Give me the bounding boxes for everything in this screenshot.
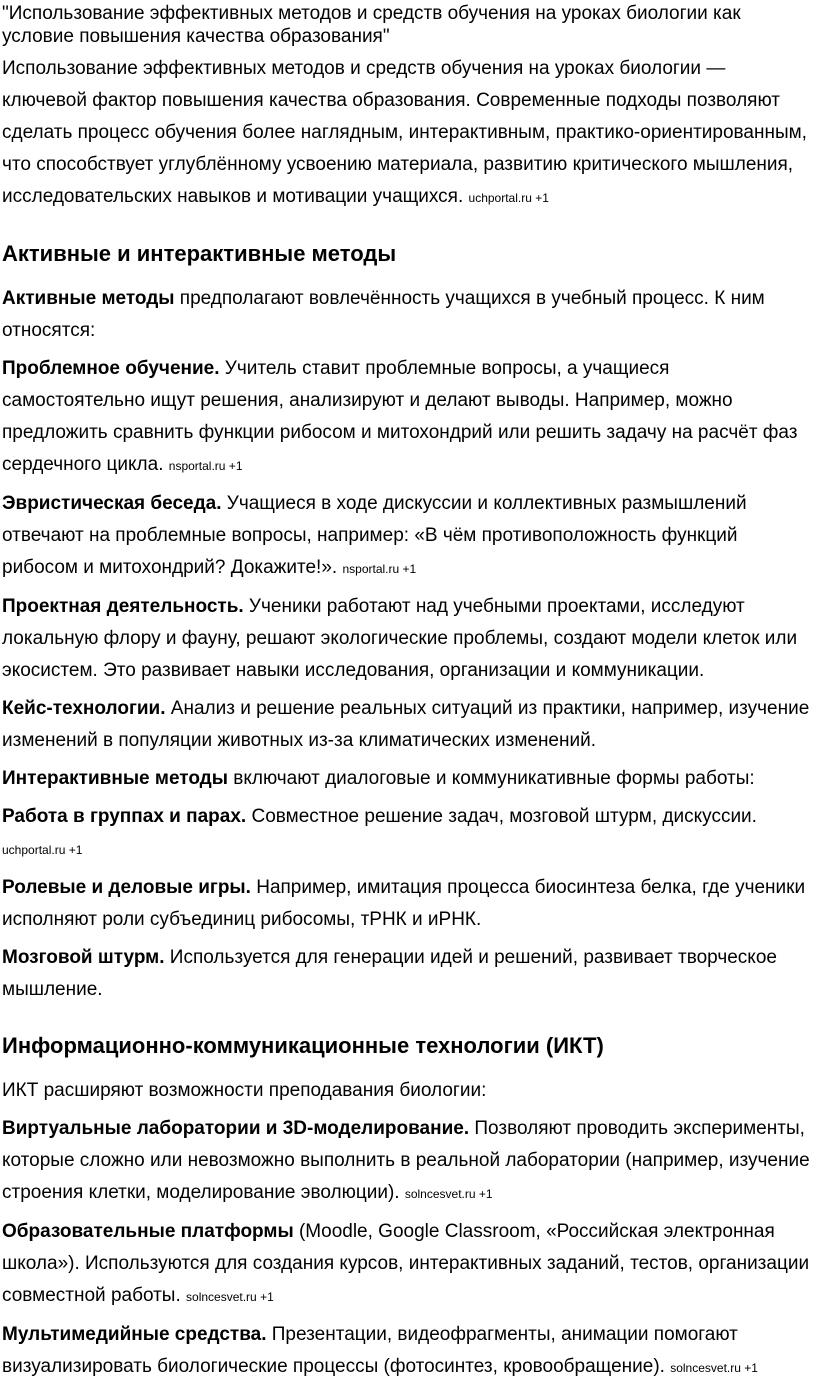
source-link[interactable]: nsportal.ru +1 <box>342 562 417 576</box>
list-item <box>2 693 814 757</box>
list-item <box>2 591 814 687</box>
item-term: Проектная деятельность. <box>2 596 244 617</box>
item-term: Кейс-технологии. <box>2 698 166 719</box>
item-term: Эвристическая беседа. <box>2 493 222 514</box>
interactive-methods-lead <box>2 763 814 795</box>
section-heading-active-methods: Активные и интерактивные методы <box>2 241 397 266</box>
item-text: Учащиеся в ходе дискуссии и коллективных размышлений отвечают на проблемные вопросы, например: «В чём противоположность функций рибосом и митохондрий? Докажите!». <box>2 493 747 578</box>
item-text: Учитель ставит проблемные вопросы, а учащиеся самостоятельно ищут решения, анализируют и делают выводы. Например, можно предложить сравнить функции рибосом и митохондрий или решить задачу на расчёт фаз сердечного цикла. <box>2 358 798 475</box>
item-term: Ролевые и деловые игры. <box>2 877 251 898</box>
list-item <box>2 801 814 866</box>
document-title: "Использование эффективных методов и средств обучения на уроках биологии как условие повышения качества образования" <box>2 3 741 47</box>
item-text: Совместное решение задач, мозговой штурм, дискуссии. <box>246 806 757 827</box>
item-text: Презентации, видеофрагменты, анимации помогают визуализировать биологические процессы (фотосинтез, кровообращение). <box>2 1324 738 1377</box>
item-text: (Moodle, Google Classroom, «Российская электронная школа»). Используются для создания курсов, интерактивных заданий, тестов, организации совместной работы. <box>2 1221 810 1306</box>
item-term: Работа в группах и парах. <box>2 806 247 827</box>
item-term: Образовательные платформы <box>2 1221 294 1242</box>
list-item <box>2 1216 814 1313</box>
document-page <box>0 2 816 1384</box>
item-text: Ученики работают над учебными проектами, исследуют локальную флору и фауну, решают экологические проблемы, создают модели клеток или экосистем. Это развивает навыки исследования, организации и коммуникации. <box>2 596 798 681</box>
item-term: Мозговой штурм. <box>2 947 165 968</box>
source-link[interactable]: uchportal.ru +1 <box>2 843 83 857</box>
active-methods-text: предполагают вовлечённость учащихся в учебный процесс. К ним относятся: <box>2 288 765 341</box>
active-methods-term: Активные методы <box>2 288 175 309</box>
list-item <box>2 942 814 1006</box>
item-term: Проблемное обучение. <box>2 358 220 379</box>
section-heading-ict: Информационно-коммуникационные технологии (ИКТ) <box>2 1033 604 1058</box>
list-item <box>2 872 814 936</box>
list-item <box>2 353 814 482</box>
item-term: Мультимедийные средства. <box>2 1324 267 1345</box>
intro-paragraph <box>2 53 814 214</box>
list-item <box>2 1113 814 1210</box>
interactive-methods-text: включают диалоговые и коммуникативные формы работы: <box>227 768 755 789</box>
ict-lead: ИКТ расширяют возможности преподавания биологии: <box>2 1080 487 1101</box>
item-text: Используется для генерации идей и решений, развивает творческое мышление. <box>2 947 777 1000</box>
source-link[interactable]: solncesvet.ru +1 <box>404 1187 493 1201</box>
interactive-methods-term: Интерактивные методы <box>2 768 228 789</box>
active-methods-lead <box>2 283 814 347</box>
list-item <box>2 1319 814 1384</box>
source-link[interactable]: solncesvet.ru +1 <box>186 1290 274 1304</box>
item-text: Позволяют проводить эксперименты, которые сложно или невозможно выполнить в реальной лаборатории (например, изучение строения клетки, моделирование эволюции). <box>2 1118 810 1203</box>
source-link[interactable]: uchportal.ru +1 <box>468 191 549 205</box>
list-item <box>2 488 814 585</box>
source-link[interactable]: nsportal.ru +1 <box>168 459 243 473</box>
item-text: Например, имитация процесса биосинтеза белка, где ученики исполняют роли субъединиц рибосомы, тРНК и иРНК. <box>2 877 806 930</box>
source-link[interactable]: solncesvet.ru +1 <box>670 1361 758 1375</box>
intro-text: Использование эффективных методов и средств обучения на уроках биологии — ключевой фактор повышения качества образования. Современные подходы позволяют сделать процесс обучения более наглядным, интерактивным, практико-ориентированным, что способствует углублённому усвоению материала, развитию критического мышления, исследовательских навыков и мотивации учащихся. <box>2 58 807 207</box>
item-term: Виртуальные лаборатории и 3D-моделирование. <box>2 1118 470 1139</box>
item-text: Анализ и решение реальных ситуаций из практики, например, изучение изменений в популяции животных из-за климатических изменений. <box>2 698 810 751</box>
